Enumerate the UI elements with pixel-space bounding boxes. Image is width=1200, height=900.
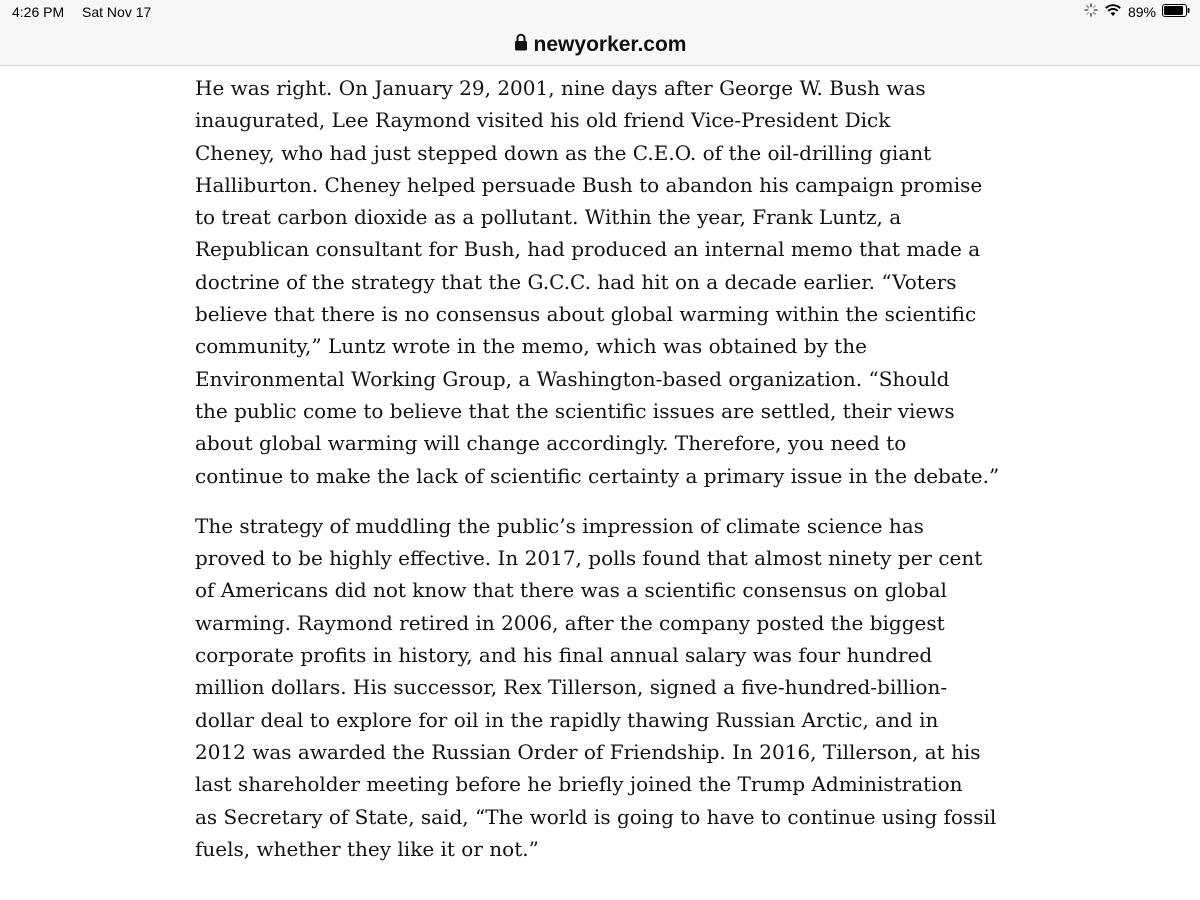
lock-icon bbox=[514, 33, 528, 57]
text-line: fuels, whether they like it or not.” bbox=[195, 836, 539, 861]
text-line: Environmental Working Group, a Washington-based organization. “Should bbox=[195, 366, 950, 391]
article-body bbox=[195, 72, 1000, 883]
status-left bbox=[12, 4, 165, 20]
text-line: proved to be highly effective. In 2017, polls found that almost ninety per cent bbox=[195, 546, 983, 571]
article-paragraph bbox=[195, 510, 997, 865]
text-line: warming. Raymond retired in 2006, after the company posted the biggest bbox=[195, 610, 945, 635]
wifi-icon bbox=[1104, 3, 1122, 20]
text-line: of Americans did not know that there was a scientific consensus on global bbox=[195, 578, 947, 603]
text-line: to treat carbon dioxide as a pollutant. Within the year, Frank Luntz, a bbox=[195, 205, 902, 230]
text-line: community,” Luntz wrote in the memo, which was obtained by the bbox=[195, 334, 867, 359]
text-line: last shareholder meeting before he briefly joined the Trump Administration bbox=[195, 772, 963, 797]
text-line: as Secretary of State, said, “The world is going to have to continue using fossil bbox=[195, 804, 997, 829]
status-right bbox=[1084, 3, 1190, 20]
battery-percent: 89% bbox=[1127, 3, 1156, 20]
text-line: Republican consultant for Bush, had produced an internal memo that made a bbox=[195, 237, 981, 262]
battery-icon bbox=[1162, 4, 1190, 20]
text-line: Cheney, who had just stepped down as the C.E.O. of the oil-drilling giant bbox=[195, 140, 932, 165]
text-line: corporate profits in history, and his final annual salary was four hundred bbox=[195, 643, 933, 668]
text-line: 2012 was awarded the Russian Order of Friendship. In 2016, Tillerson, at his bbox=[195, 739, 981, 764]
text-line: inaugurated, Lee Raymond visited his old friend Vice-President Dick bbox=[195, 108, 891, 133]
address-bar[interactable] bbox=[0, 24, 1200, 66]
status-date: Sat Nov 17 bbox=[82, 4, 152, 20]
text-line: believe that there is no consensus about global warming within the scientific bbox=[195, 302, 977, 327]
status-bar bbox=[0, 0, 1200, 24]
status-time: 4:26 PM bbox=[12, 4, 65, 20]
text-line: He was right. On January 29, 2001, nine days after George W. Bush was bbox=[195, 76, 926, 100]
activity-spinner-icon bbox=[1084, 3, 1098, 20]
url-text: newyorker.com bbox=[533, 32, 687, 56]
text-line: about global warming will change accordingly. Therefore, you need to bbox=[195, 431, 907, 456]
text-line: doctrine of the strategy that the G.C.C. had hit on a decade earlier. “Voters bbox=[195, 269, 957, 294]
text-line: continue to make the lack of scientific certainty a primary issue in the debate.” bbox=[195, 463, 1000, 488]
text-line: dollar deal to explore for oil in the rapidly thawing Russian Arctic, and in bbox=[195, 707, 939, 732]
article-paragraph bbox=[195, 72, 1000, 492]
text-line: Halliburton. Cheney helped persuade Bush to abandon his campaign promise bbox=[195, 172, 983, 197]
text-line: the public come to believe that the scientific issues are settled, their views bbox=[195, 398, 955, 423]
text-line: million dollars. His successor, Rex Tillerson, signed a five-hundred-billion- bbox=[195, 675, 948, 700]
text-line: The strategy of muddling the public’s impression of climate science has bbox=[195, 513, 924, 538]
